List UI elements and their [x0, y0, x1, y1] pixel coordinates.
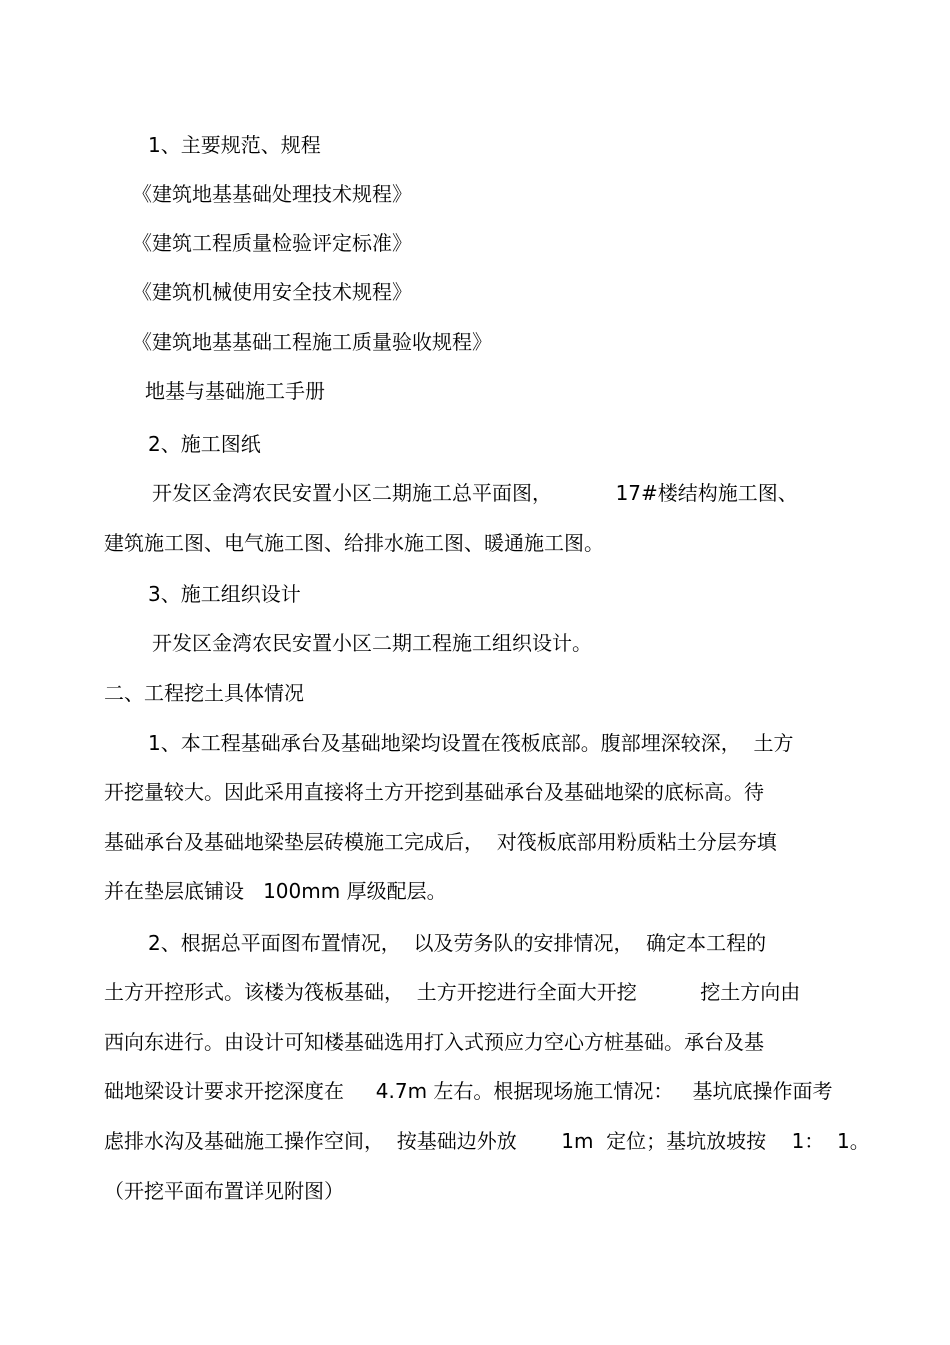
heading-drawings: 2、施工图纸 — [148, 432, 261, 456]
paragraph-line: 开挖量较大。因此采用直接将土方开挖到基础承台及基础地梁的底标高。待 — [104, 780, 764, 804]
heading-construction-design: 3、施工组织设计 — [148, 582, 301, 606]
paragraph-line: 土方开控形式。该楼为筏板基础， 土方开挖进行全面大开挖 挖土方向由 — [104, 980, 801, 1004]
spec-item: 《建筑工程质量检验评定标准》 — [132, 231, 412, 255]
paragraph-line: 西向东进行。由设计可知楼基础选用打入式预应力空心方桩基础。承台及基 — [104, 1030, 764, 1054]
spec-item: 《建筑地基基础处理技术规程》 — [132, 182, 412, 206]
section-heading: 二、工程挖土具体情况 — [104, 681, 304, 705]
spec-item: 《建筑机械使用安全技术规程》 — [132, 280, 412, 304]
paragraph-line: 虑排水沟及基础施工操作空间， 按基础边外放 1m 定位；基坑放坡按 1： 1。 — [104, 1129, 870, 1153]
paragraph-line: 开发区金湾农民安置小区二期施工总平面图， 17#楼结构施工图、 — [152, 481, 798, 505]
paragraph-line: 基础承台及基础地梁垫层砖模施工完成后， 对筏板底部用粉质粘土分层夯填 — [104, 830, 777, 854]
spec-item: 地基与基础施工手册 — [145, 379, 325, 403]
paragraph-line: 并在垫层底铺设 100mm 厚级配层。 — [104, 879, 447, 903]
paragraph-line: 1、本工程基础承台及基础地梁均设置在筏板底部。腹部埋深较深， 土方 — [148, 731, 794, 755]
spec-item: 《建筑地基基础工程施工质量验收规程》 — [132, 330, 492, 354]
paragraph-line: 建筑施工图、电气施工图、给排水施工图、暖通施工图。 — [104, 531, 604, 555]
paragraph-line: （开挖平面布置详见附图） — [104, 1179, 344, 1203]
paragraph-line: 础地梁设计要求开挖深度在 4.7m 左右。根据现场施工情况： 基坑底操作面考 — [104, 1079, 833, 1103]
paragraph-line: 2、根据总平面图布置情况， 以及劳务队的安排情况， 确定本工程的 — [148, 931, 767, 955]
paragraph-line: 开发区金湾农民安置小区二期工程施工组织设计。 — [152, 631, 592, 655]
heading-main-specs: 1、主要规范、规程 — [148, 133, 321, 157]
